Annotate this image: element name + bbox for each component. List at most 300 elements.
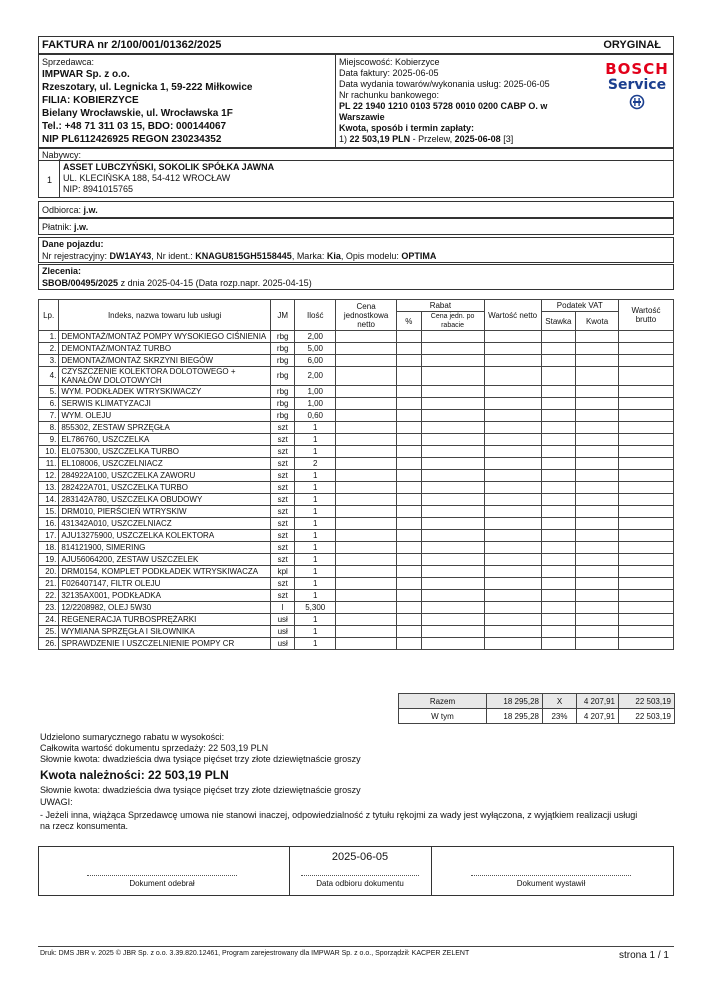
summary-total-row bbox=[399, 694, 675, 709]
row-jm: rbg bbox=[270, 386, 294, 398]
row-empty-cell bbox=[576, 554, 619, 566]
row-empty-cell bbox=[336, 494, 397, 506]
row-empty-cell bbox=[576, 590, 619, 602]
row-empty-cell bbox=[484, 626, 541, 638]
header-qty: Ilość bbox=[295, 300, 336, 331]
row-jm: rbg bbox=[270, 331, 294, 343]
row-empty-cell bbox=[397, 446, 421, 458]
row-empty-cell bbox=[336, 458, 397, 470]
row-jm: szt bbox=[270, 590, 294, 602]
row-empty-cell bbox=[618, 470, 673, 482]
row-lp: 9. bbox=[39, 434, 59, 446]
row-empty-cell bbox=[397, 602, 421, 614]
payment-label: Kwota, sposób i termin zapłaty: bbox=[339, 123, 475, 133]
row-empty-cell bbox=[421, 410, 484, 422]
buyer-nip: NIP: 8941015765 bbox=[63, 184, 134, 194]
row-empty-cell bbox=[336, 506, 397, 518]
row-empty-cell bbox=[421, 626, 484, 638]
row-empty-cell bbox=[484, 602, 541, 614]
row-empty-cell bbox=[421, 602, 484, 614]
row-empty-cell bbox=[397, 355, 421, 367]
table-row bbox=[39, 355, 674, 367]
row-empty-cell bbox=[576, 446, 619, 458]
row-qty: 1 bbox=[295, 434, 336, 446]
table-row bbox=[39, 410, 674, 422]
row-empty-cell bbox=[484, 638, 541, 650]
row-empty-cell bbox=[618, 602, 673, 614]
row-lp: 15. bbox=[39, 506, 59, 518]
row-empty-cell bbox=[336, 542, 397, 554]
row-empty-cell bbox=[397, 398, 421, 410]
row-empty-cell bbox=[397, 458, 421, 470]
summary-incl-net: 18 295,28 bbox=[487, 709, 543, 724]
row-jm: szt bbox=[270, 494, 294, 506]
row-name: EL108006, USZCZELNIACZ bbox=[59, 458, 271, 470]
header-lp: Lp. bbox=[39, 300, 59, 331]
row-jm: szt bbox=[270, 470, 294, 482]
row-empty-cell bbox=[576, 566, 619, 578]
bosch-wordmark: BOSCH bbox=[605, 60, 669, 78]
table-row bbox=[39, 614, 674, 626]
row-lp: 17. bbox=[39, 530, 59, 542]
row-empty-cell bbox=[541, 398, 576, 410]
table-row bbox=[39, 343, 674, 355]
row-lp: 7. bbox=[39, 410, 59, 422]
row-empty-cell bbox=[541, 506, 576, 518]
row-empty-cell bbox=[576, 470, 619, 482]
row-empty-cell bbox=[618, 422, 673, 434]
row-empty-cell bbox=[421, 614, 484, 626]
row-name: AJU56064200, ZESTAW USZCZELEK bbox=[59, 554, 271, 566]
row-empty-cell bbox=[336, 590, 397, 602]
issued-signature-line bbox=[471, 875, 631, 876]
row-empty-cell bbox=[421, 566, 484, 578]
row-empty-cell bbox=[541, 590, 576, 602]
row-name: 855302, ZESTAW SPRZĘGŁA bbox=[59, 422, 271, 434]
row-empty-cell bbox=[484, 530, 541, 542]
orders-details: SBOB/00495/2025 z dnia 2025-04-15 (Data rozp.napr. 2025-04-15) bbox=[42, 278, 312, 288]
row-empty-cell bbox=[484, 410, 541, 422]
row-name: 283142A780, USZCZELKA OBUDOWY bbox=[59, 494, 271, 506]
payment-line: 1) 22 503,19 PLN - Przelew, 2025-06-08 [3] bbox=[339, 134, 514, 144]
table-row bbox=[39, 458, 674, 470]
row-empty-cell bbox=[541, 542, 576, 554]
row-qty: 1 bbox=[295, 446, 336, 458]
table-row bbox=[39, 482, 674, 494]
row-empty-cell bbox=[421, 458, 484, 470]
row-name: DRM0154, KOMPLET PODKŁADEK WTRYSKIWACZA bbox=[59, 566, 271, 578]
row-empty-cell bbox=[618, 446, 673, 458]
row-empty-cell bbox=[397, 614, 421, 626]
row-jm: kpl bbox=[270, 566, 294, 578]
row-empty-cell bbox=[576, 530, 619, 542]
row-empty-cell bbox=[576, 398, 619, 410]
table-row bbox=[39, 331, 674, 343]
receipt-date-line bbox=[301, 875, 419, 876]
table-row bbox=[39, 542, 674, 554]
row-empty-cell bbox=[397, 422, 421, 434]
document-value: Całkowita wartość dokumentu sprzedaży: 22 503,19 PLN bbox=[40, 743, 269, 753]
row-empty-cell bbox=[576, 494, 619, 506]
header-jm: JM bbox=[270, 300, 294, 331]
footer-divider bbox=[38, 946, 674, 947]
row-jm: szt bbox=[270, 530, 294, 542]
row-empty-cell bbox=[618, 566, 673, 578]
row-empty-cell bbox=[397, 386, 421, 398]
row-empty-cell bbox=[336, 518, 397, 530]
row-empty-cell bbox=[397, 518, 421, 530]
row-empty-cell bbox=[541, 446, 576, 458]
row-qty: 1 bbox=[295, 566, 336, 578]
header-vat-amount: Kwota bbox=[576, 312, 619, 331]
row-name: 284922A100, USZCZELKA ZAWORU bbox=[59, 470, 271, 482]
row-empty-cell bbox=[484, 494, 541, 506]
buyer-label: Nabywcy: bbox=[42, 150, 82, 160]
row-lp: 18. bbox=[39, 542, 59, 554]
row-empty-cell bbox=[618, 554, 673, 566]
row-qty: 1 bbox=[295, 422, 336, 434]
row-empty-cell bbox=[576, 578, 619, 590]
row-empty-cell bbox=[541, 343, 576, 355]
row-qty: 1 bbox=[295, 530, 336, 542]
row-name: EL075300, USZCZELKA TURBO bbox=[59, 446, 271, 458]
received-label: Dokument odebrał bbox=[129, 879, 195, 888]
seller-branch-address: Bielany Wrocławskie, ul. Wrocławska 1F bbox=[42, 108, 233, 119]
row-lp: 1. bbox=[39, 331, 59, 343]
header-vat-rate: Stawka bbox=[541, 312, 576, 331]
row-empty-cell bbox=[541, 458, 576, 470]
row-empty-cell bbox=[336, 410, 397, 422]
invoice-info-section bbox=[335, 54, 674, 148]
row-lp: 5. bbox=[39, 386, 59, 398]
row-empty-cell bbox=[618, 578, 673, 590]
row-name: DEMONTAŻ/MONTAŻ POMPY WYSOKIEGO CIŚNIENIA bbox=[59, 331, 271, 343]
invoice-date: Data faktury: 2025-06-05 bbox=[339, 68, 439, 78]
row-empty-cell bbox=[421, 386, 484, 398]
row-jm: szt bbox=[270, 542, 294, 554]
row-empty-cell bbox=[541, 386, 576, 398]
buyer-name: ASSET LUBCZYŃSKI, SOKOLIK SPÓŁKA JAWNA bbox=[63, 162, 275, 172]
row-jm: rbg bbox=[270, 343, 294, 355]
row-qty: 1 bbox=[295, 638, 336, 650]
row-lp: 12. bbox=[39, 470, 59, 482]
row-name: DEMONTAŻ/MONTAŻ TURBO bbox=[59, 343, 271, 355]
row-jm: szt bbox=[270, 434, 294, 446]
row-name: 431342A010, USZCZELNIACZ bbox=[59, 518, 271, 530]
buyer-address: UL. KLECIŃSKA 188, 54-412 WROCŁAW bbox=[63, 173, 231, 183]
table-row bbox=[39, 398, 674, 410]
row-qty: 1 bbox=[295, 470, 336, 482]
summary-incl-gross: 22 503,19 bbox=[619, 709, 675, 724]
row-empty-cell bbox=[336, 602, 397, 614]
row-empty-cell bbox=[336, 626, 397, 638]
row-jm: szt bbox=[270, 554, 294, 566]
row-qty: 2 bbox=[295, 458, 336, 470]
row-empty-cell bbox=[397, 343, 421, 355]
row-empty-cell bbox=[618, 482, 673, 494]
row-empty-cell bbox=[576, 410, 619, 422]
items-table bbox=[38, 299, 674, 650]
row-empty-cell bbox=[484, 367, 541, 386]
original-label: ORYGINAŁ bbox=[603, 39, 661, 51]
row-qty: 5,00 bbox=[295, 343, 336, 355]
row-empty-cell bbox=[484, 446, 541, 458]
row-empty-cell bbox=[618, 343, 673, 355]
row-empty-cell bbox=[484, 482, 541, 494]
row-empty-cell bbox=[421, 494, 484, 506]
amount-in-words-2: Słownie kwota: dwadzieścia dwa tysiące pięćset trzy złote dziewiętnaście groszy bbox=[40, 785, 361, 795]
row-empty-cell bbox=[397, 530, 421, 542]
row-qty: 1 bbox=[295, 626, 336, 638]
row-empty-cell bbox=[618, 386, 673, 398]
row-qty: 1,00 bbox=[295, 398, 336, 410]
row-empty-cell bbox=[421, 530, 484, 542]
row-empty-cell bbox=[336, 434, 397, 446]
table-row bbox=[39, 422, 674, 434]
buyer-section bbox=[38, 160, 674, 198]
row-empty-cell bbox=[541, 530, 576, 542]
row-jm: rbg bbox=[270, 367, 294, 386]
row-qty: 1 bbox=[295, 614, 336, 626]
table-row bbox=[39, 578, 674, 590]
table-row bbox=[39, 530, 674, 542]
row-empty-cell bbox=[397, 434, 421, 446]
row-empty-cell bbox=[576, 343, 619, 355]
summary-incl-row bbox=[399, 709, 675, 724]
row-empty-cell bbox=[484, 343, 541, 355]
row-empty-cell bbox=[336, 398, 397, 410]
summary-total-net: 18 295,28 bbox=[487, 694, 543, 709]
row-lp: 19. bbox=[39, 554, 59, 566]
table-row bbox=[39, 434, 674, 446]
row-empty-cell bbox=[541, 367, 576, 386]
row-lp: 20. bbox=[39, 566, 59, 578]
row-qty: 1 bbox=[295, 542, 336, 554]
row-qty: 1 bbox=[295, 506, 336, 518]
row-empty-cell bbox=[336, 386, 397, 398]
seller-label: Sprzedawca: bbox=[42, 57, 95, 67]
row-name: WYM. PODKŁADEK WTRYSKIWACZY bbox=[59, 386, 271, 398]
row-empty-cell bbox=[484, 386, 541, 398]
note-line-2: na rzecz konsumenta. bbox=[40, 821, 129, 831]
row-empty-cell bbox=[421, 422, 484, 434]
summary-incl-label: W tym bbox=[399, 709, 487, 724]
row-empty-cell bbox=[576, 614, 619, 626]
bank-label: Nr rachunku bankowego: bbox=[339, 90, 440, 100]
row-empty-cell bbox=[541, 494, 576, 506]
row-jm: szt bbox=[270, 422, 294, 434]
row-name: WYMIANA SPRZĘGŁA I SIŁOWNIKA bbox=[59, 626, 271, 638]
summary-total-vat: 4 207,91 bbox=[577, 694, 619, 709]
row-empty-cell bbox=[618, 590, 673, 602]
summary-total-label: Razem bbox=[399, 694, 487, 709]
row-lp: 21. bbox=[39, 578, 59, 590]
row-name: 814121900, SIMERING bbox=[59, 542, 271, 554]
row-lp: 11. bbox=[39, 458, 59, 470]
row-empty-cell bbox=[541, 566, 576, 578]
header-gross: Wartość brutto bbox=[618, 300, 673, 331]
row-empty-cell bbox=[618, 494, 673, 506]
row-jm: szt bbox=[270, 482, 294, 494]
row-name: WYM. OLEJU bbox=[59, 410, 271, 422]
row-qty: 1 bbox=[295, 482, 336, 494]
row-empty-cell bbox=[421, 482, 484, 494]
row-name: CZYSZCZENIE KOLEKTORA DOLOTOWEGO + KANAŁÓW DOLOTOWYCH bbox=[59, 367, 271, 386]
orders-section bbox=[38, 264, 674, 290]
row-empty-cell bbox=[397, 638, 421, 650]
row-qty: 6,00 bbox=[295, 355, 336, 367]
print-info: Druk: DMS JBR v. 2025 © JBR Sp. z o.o. 3.39.820.12461, Program zarejestrowany dla IMPWAR Sp. z o.o., Sporządził: KACPER ZELENT bbox=[40, 950, 470, 957]
row-empty-cell bbox=[421, 398, 484, 410]
row-empty-cell bbox=[576, 355, 619, 367]
row-lp: 22. bbox=[39, 590, 59, 602]
row-name: EL786760, USZCZELKA bbox=[59, 434, 271, 446]
row-empty-cell bbox=[541, 638, 576, 650]
table-row bbox=[39, 386, 674, 398]
row-empty-cell bbox=[618, 506, 673, 518]
row-empty-cell bbox=[397, 566, 421, 578]
row-empty-cell bbox=[421, 542, 484, 554]
row-empty-cell bbox=[576, 626, 619, 638]
row-jm: szt bbox=[270, 446, 294, 458]
row-empty-cell bbox=[421, 434, 484, 446]
table-row bbox=[39, 367, 674, 386]
row-name: 12/2208982, OLEJ 5W30 bbox=[59, 602, 271, 614]
row-empty-cell bbox=[618, 626, 673, 638]
row-empty-cell bbox=[336, 638, 397, 650]
row-name: SERWIS KLIMATYZACJI bbox=[59, 398, 271, 410]
row-empty-cell bbox=[618, 542, 673, 554]
row-name: REGENERACJA TURBOSPRĘŻARKI bbox=[59, 614, 271, 626]
row-qty: 1 bbox=[295, 518, 336, 530]
row-empty-cell bbox=[336, 343, 397, 355]
row-qty: 2,00 bbox=[295, 367, 336, 386]
row-empty-cell bbox=[618, 331, 673, 343]
row-empty-cell bbox=[484, 614, 541, 626]
table-row bbox=[39, 590, 674, 602]
row-empty-cell bbox=[421, 446, 484, 458]
bank-account: PL 22 1940 1210 0103 5728 0010 0200 CABP O. w bbox=[339, 101, 548, 111]
row-name: SPRAWDZENIE I USZCZELNIENIE POMPY CR bbox=[59, 638, 271, 650]
notes-label: UWAGI: bbox=[40, 797, 73, 807]
header-discount-pct: % bbox=[397, 312, 421, 331]
row-empty-cell bbox=[336, 470, 397, 482]
bosch-armature-icon bbox=[629, 94, 645, 110]
row-empty-cell bbox=[336, 482, 397, 494]
table-row bbox=[39, 554, 674, 566]
payer-section bbox=[38, 218, 674, 235]
row-lp: 24. bbox=[39, 614, 59, 626]
row-jm: szt bbox=[270, 458, 294, 470]
row-empty-cell bbox=[397, 331, 421, 343]
row-empty-cell bbox=[397, 482, 421, 494]
row-empty-cell bbox=[576, 542, 619, 554]
receipt-date-label: Data odbioru dokumentu bbox=[316, 879, 404, 888]
row-empty-cell bbox=[484, 518, 541, 530]
page-number: strona 1 / 1 bbox=[618, 950, 669, 961]
row-lp: 25. bbox=[39, 626, 59, 638]
row-empty-cell bbox=[421, 470, 484, 482]
row-empty-cell bbox=[397, 626, 421, 638]
row-empty-cell bbox=[336, 367, 397, 386]
row-empty-cell bbox=[618, 367, 673, 386]
header-discount-unit: Cena jedn. po rabacie bbox=[421, 312, 484, 331]
vehicle-label: Dane pojazdu: bbox=[42, 239, 104, 249]
row-empty-cell bbox=[576, 422, 619, 434]
summary-total-rate: X bbox=[543, 694, 577, 709]
row-lp: 14. bbox=[39, 494, 59, 506]
table-row bbox=[39, 518, 674, 530]
received-signature-line bbox=[87, 875, 237, 876]
row-empty-cell bbox=[484, 506, 541, 518]
row-empty-cell bbox=[397, 494, 421, 506]
row-empty-cell bbox=[397, 578, 421, 590]
table-row bbox=[39, 626, 674, 638]
row-empty-cell bbox=[336, 446, 397, 458]
bosch-service-logo bbox=[605, 61, 669, 115]
receipt-date: 2025-06-05 bbox=[331, 851, 389, 863]
header-discount: Rabat bbox=[397, 300, 485, 312]
seller-phone: Tel.: +48 71 311 03 15, BDO: 000144067 bbox=[42, 121, 227, 132]
row-jm: rbg bbox=[270, 355, 294, 367]
amount-in-words-1: Słownie kwota: dwadzieścia dwa tysiące pięćset trzy złote dziewiętnaście groszy bbox=[40, 754, 361, 764]
row-empty-cell bbox=[541, 410, 576, 422]
row-empty-cell bbox=[397, 542, 421, 554]
row-jm: rbg bbox=[270, 410, 294, 422]
row-name: DRM010, PIERŚCIEŃ WTRYSKIW bbox=[59, 506, 271, 518]
bank-city: Warszawie bbox=[339, 112, 385, 122]
row-empty-cell bbox=[576, 331, 619, 343]
row-lp: 2. bbox=[39, 343, 59, 355]
row-empty-cell bbox=[336, 422, 397, 434]
row-empty-cell bbox=[618, 614, 673, 626]
row-empty-cell bbox=[541, 626, 576, 638]
row-empty-cell bbox=[541, 554, 576, 566]
row-empty-cell bbox=[484, 566, 541, 578]
table-header-row-1 bbox=[39, 300, 674, 312]
row-name: DEMONTAŻ/MONTAŻ SKRZYNI BIEGÓW bbox=[59, 355, 271, 367]
row-empty-cell bbox=[541, 470, 576, 482]
buyer-index: 1 bbox=[47, 175, 53, 185]
row-empty-cell bbox=[484, 422, 541, 434]
table-row bbox=[39, 470, 674, 482]
signature-section bbox=[38, 846, 674, 896]
amount-due: Kwota należności: 22 503,19 PLN bbox=[40, 768, 229, 782]
row-empty-cell bbox=[541, 614, 576, 626]
row-empty-cell bbox=[421, 343, 484, 355]
row-empty-cell bbox=[421, 506, 484, 518]
row-empty-cell bbox=[618, 355, 673, 367]
header-name: Indeks, nazwa towaru lub usługi bbox=[59, 300, 271, 331]
row-empty-cell bbox=[484, 470, 541, 482]
row-empty-cell bbox=[336, 355, 397, 367]
row-name: F026407147, FILTR OLEJU bbox=[59, 578, 271, 590]
seller-branch: FILIA: KOBIERZYCE bbox=[42, 95, 139, 106]
discount-note: Udzielono sumarycznego rabatu w wysokości: bbox=[40, 732, 225, 742]
row-empty-cell bbox=[618, 398, 673, 410]
payer-line: Płatnik: j.w. bbox=[42, 222, 89, 232]
row-empty-cell bbox=[576, 386, 619, 398]
summary-incl-vat: 4 207,91 bbox=[577, 709, 619, 724]
row-lp: 13. bbox=[39, 482, 59, 494]
row-empty-cell bbox=[541, 482, 576, 494]
table-row bbox=[39, 566, 674, 578]
row-name: 282422A701, USZCZELKA TURBO bbox=[59, 482, 271, 494]
delivery-date: Data wydania towarów/wykonania usług: 2025-06-05 bbox=[339, 79, 550, 89]
row-jm: usł bbox=[270, 626, 294, 638]
summary-table bbox=[398, 693, 675, 724]
row-empty-cell bbox=[541, 422, 576, 434]
